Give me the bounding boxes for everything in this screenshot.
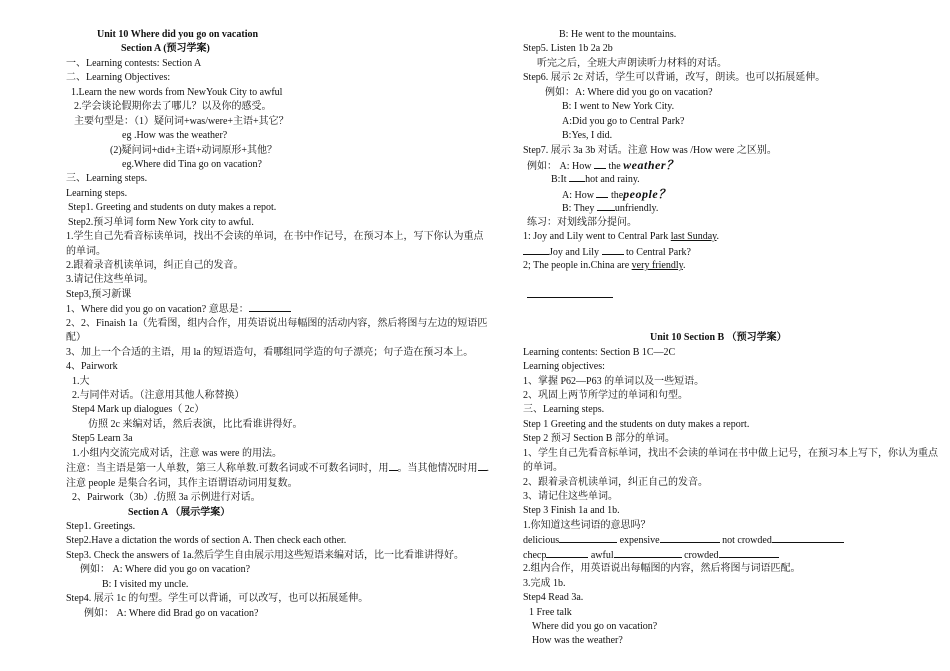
section-b-step3-item-3: 3.完成 1b.: [523, 577, 566, 589]
section-b-step3-item-2: 2.组内合作，用英语说出每幅图的内容，然后将图与词语匹配。: [523, 563, 801, 575]
right-column: [523, 28, 943, 649]
step3-item-1-text: 1、Where did you go on vacation? 意思是：: [66, 304, 249, 316]
note-part-2: 。当其他情况时用: [397, 463, 478, 475]
step2-item-1: 1.学生自己先看音标读单词，找出不会读的单词，在书中作记号，在预习本上，写下你认为重点的单词。: [66, 231, 484, 257]
display-step4: Step4. 展示 1c 的句型。学生可以背诵，可以改写，也可以拓展延伸。: [66, 593, 369, 605]
step7-a2-people: people？: [623, 186, 671, 201]
step5-note: [66, 461, 490, 491]
pairwork-1: 1.大: [72, 375, 90, 387]
step7-example-b2: [523, 201, 943, 215]
note-blank-1: [389, 461, 398, 471]
step7-b2-rest: unfriendly.: [614, 203, 659, 215]
step7-a2-the: the: [610, 189, 624, 201]
step7-example-a2: [523, 187, 943, 201]
step7-blank-3: [596, 188, 608, 198]
step6: Step6. 展示 2c 对话，学生可以背诵，改写，朗读。也可以拓展延伸。: [523, 72, 826, 84]
vocab-delicious: delicious: [523, 535, 560, 547]
vocab-blank-2: [660, 533, 720, 543]
practice-1-q-rest: to Central Park?: [626, 246, 691, 258]
spacer: [523, 273, 943, 287]
vocab-awful: awful: [590, 549, 614, 561]
practice-2-text: 2; The people in.China are: [523, 260, 632, 271]
vocab-not-crowded: not crowded: [722, 535, 772, 547]
step3-item-4: 4、Pairwork: [66, 361, 118, 373]
answer-blank: [249, 302, 291, 312]
step6-example-a1: 例如：A: Where did you go on vacation?: [545, 86, 713, 98]
step3: Step3,预习新课: [66, 288, 132, 300]
display-example-b: B: I visited my uncle.: [102, 578, 189, 590]
practice-answer-blank: [527, 288, 613, 298]
step7-example-a1: [523, 158, 943, 172]
practice-1: [523, 230, 943, 244]
note-blank-2: [478, 461, 487, 471]
step7-example-b1: [523, 172, 943, 186]
vocab-blank-5: [614, 548, 682, 558]
vocab-row-1: [523, 533, 943, 547]
vocab-blank-4: [546, 548, 588, 558]
practice-1-q-text: Joy and Lily: [549, 246, 599, 258]
note-part-3: .注意 people 是集合名词，其作主语谓语动词用复数。: [66, 463, 489, 489]
step7-a1-text: 例如： A: How: [527, 160, 592, 172]
practice-2-underlined: very friendly: [631, 260, 683, 271]
step7-a2-text: A: How: [562, 189, 594, 201]
learning-objectives-heading: 二、Learning Objectives:: [66, 72, 171, 84]
display-step2: Step2.Have a dictation the words of section A. Then check each other.: [66, 535, 347, 547]
learning-steps-label: Learning steps.: [66, 187, 128, 199]
example-2: eg.Where did Tina go on vacation?: [122, 158, 262, 170]
free-talk: 1 Free talk: [529, 606, 572, 618]
step1: Step1. Greeting and students on duty makes a repot.: [68, 202, 277, 214]
practice-heading: 练习：对划线部分提问。: [527, 216, 637, 228]
display-example-a: 例如： A: Where did you go on vacation?: [80, 564, 251, 576]
spacer: [523, 317, 943, 331]
section-b-objective-1: 1、掌握 P62—P63 的单词以及一些短语。: [523, 375, 705, 387]
step3-item-3: 3、加上一个合适的主语，用 la 的短语造句，看哪组同学造的句子漂亮；句子造在预习本上。: [66, 346, 474, 358]
section-b-step2: Step 2 预习 Section B 部分的单词。: [523, 433, 675, 445]
section-b-step1: Step 1 Greeting and the students on duty makes a report.: [523, 418, 750, 430]
practice-blank-1: [523, 245, 549, 255]
section-b-objectives: Learning objectives:: [523, 361, 605, 373]
section-b-step3-item-1: 1.你知道这些词语的意思吗？: [523, 519, 651, 531]
practice-2: [523, 259, 943, 273]
section-b-step2-item-2: 2、跟着录音机读单词，纠正自己的发音。: [523, 476, 708, 488]
vocab-row-2: [523, 548, 943, 562]
section-a-display-title: Section A （展示学案）: [128, 506, 231, 518]
display-step1: Step1. Greetings.: [66, 520, 136, 532]
section-b-contents: Learning contents: Section B 1C—2C: [523, 346, 676, 358]
display-step4-example: 例如： A: Where did Brad go on vacation?: [84, 607, 259, 619]
step7-blank-4: [597, 201, 615, 211]
step4-detail: 仿照 2c 来编对话，然后表演，比比看谁讲得好。: [88, 418, 303, 430]
step5: Step5 Learn 3a: [72, 433, 133, 445]
practice-2-end: .: [682, 260, 686, 271]
step6-example-b2: B:Yes, I did.: [562, 130, 613, 142]
section-b-title: Unit 10 Section B （预习学案）: [650, 332, 787, 344]
step7-blank-2: [569, 172, 585, 182]
section-subtitle: Section A (预习学案): [121, 43, 210, 55]
practice-blank-2: [602, 245, 624, 255]
note-part-1: 注意：当主语是第一人单数，第三人称单数.可数名词或不可数名词时，用: [66, 463, 389, 475]
practice-1-question: [523, 245, 943, 259]
step4: Step4 Mark up dialogues（ 2c）: [72, 404, 205, 416]
vocab-checp: checp: [523, 549, 547, 561]
practice-1-text: 1: Joy and Lily went to Central Park: [523, 231, 671, 243]
left-column: [66, 28, 490, 621]
vocab-expensive: expensive: [619, 535, 660, 547]
objective-2: 2.学会谈论假期你去了哪儿？以及你的感受。: [74, 101, 272, 113]
step7-b1-text: B:It: [551, 174, 567, 186]
dialog-b-line: B: He went to the mountains.: [559, 29, 677, 40]
step7-a1-weather: weather？: [623, 157, 679, 172]
step7-b1-rest: hot and rainy.: [585, 174, 640, 186]
step6-example-b1: B: I went to New York City.: [562, 101, 675, 113]
example-1: eg .How was the weather?: [122, 130, 228, 142]
vocab-blank-3: [772, 533, 844, 543]
step3-item-2: 2、2、Finaish 1a（先看图，组内合作，用英语说出每幅图的活动内容，然后将图与左边的短语匹配）: [66, 317, 488, 344]
step5-item-2: 2、Pairwork（3b）.仿照 3a 示例进行对话。: [72, 492, 261, 504]
vocab-crowded: crowded: [684, 549, 719, 561]
practice-1-underlined: last Sunday: [670, 231, 717, 243]
learning-steps-heading: 三、Learning steps.: [66, 173, 148, 185]
free-talk-q2: How was the weather?: [532, 635, 623, 647]
section-b-step2-item-1: 1、学生自己先看音标单词，找出不会读的单词在书中做上记号，在预习本上写下，你认为重点的单词。: [523, 447, 938, 474]
key-pattern-1: 主要句型是：（1）疑问词+was/were+主语+其它？: [74, 115, 289, 127]
section-b-step2-item-3: 3、请记住这些单词。: [523, 491, 618, 503]
section-b-steps-heading: 三、Learning steps.: [523, 404, 605, 416]
pairwork-2: 2.与同伴对话。（注意用其他人称替换）: [72, 390, 245, 402]
section-b-step4: Step4 Read 3a.: [523, 592, 584, 604]
step6-example-a2: A:Did you go to Central Park?: [562, 115, 685, 127]
display-step3: Step3. Check the answers of 1a.然后学生自由展示用这些短语来编对话，比一比看谁讲得好。: [66, 549, 465, 561]
objective-1: 1.Learn the new words from NewYouk City to awful: [71, 86, 283, 98]
practice-1-end: .: [716, 231, 720, 243]
spacer: [523, 302, 943, 316]
answer-line: [523, 288, 943, 302]
step3-item-1: [66, 302, 490, 316]
step7-b2-text: B: They: [562, 203, 595, 215]
step7: Step7. 展示 3a 3b 对话。注意 How was /How were 之区别。: [523, 144, 777, 156]
learning-contests: 一、Learning contests: Section A: [66, 57, 202, 69]
step2-item-2: 2.跟着录音机读单词，纠正自己的发音。: [66, 260, 244, 272]
section-b-step3: Step 3 Finish 1a and 1b.: [523, 505, 620, 517]
step5-item-1: 1.小组内交流完成对话，注意 was were 的用法。: [72, 447, 282, 459]
step5-listen: Step5. Listen 1b 2a 2b: [523, 43, 613, 55]
section-b-objective-2: 2、巩固上两节所学过的单词和句型。: [523, 389, 688, 401]
step2: Step2.预习单词 form New York city to awful.: [68, 216, 254, 228]
unit-title: Unit 10 Where did you go on vacation: [97, 29, 259, 40]
free-talk-q1: Where did you go on vacation?: [532, 620, 658, 632]
step2-item-3: 3.请记住这些单词。: [66, 274, 154, 286]
key-pattern-2: (2)疑问词+did+主语+动词原形+其他？: [110, 144, 277, 156]
step7-blank-1: [594, 159, 606, 169]
vocab-blank-1: [559, 533, 617, 543]
step5-listen-detail: 听完之后，全班大声朗读听力材料的对话。: [537, 57, 727, 69]
vocab-blank-6: [719, 548, 779, 558]
step7-a1-the: the: [608, 160, 621, 172]
